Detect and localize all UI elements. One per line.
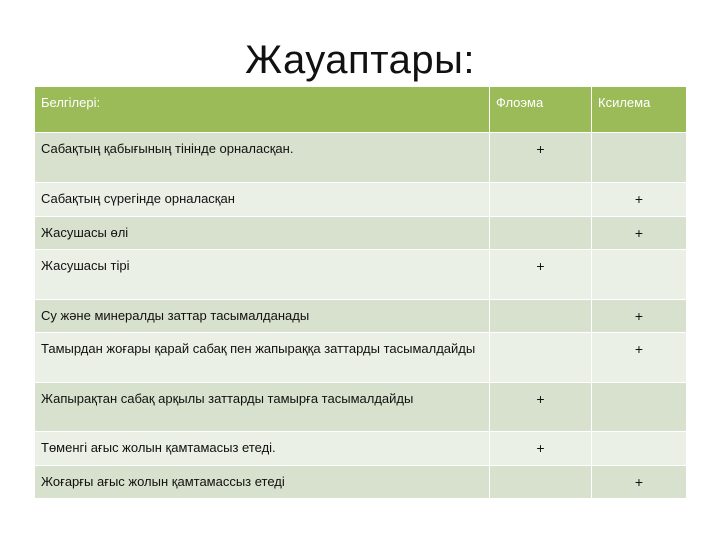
xylem-cell: + xyxy=(592,333,687,383)
xylem-cell xyxy=(592,133,687,183)
phloem-cell xyxy=(490,300,592,333)
table-row xyxy=(35,250,687,300)
feature-cell: Төменгі ағыс жолын қамтамасыз етеді. xyxy=(35,432,490,466)
answers-table xyxy=(34,86,687,499)
table-row xyxy=(35,217,687,250)
phloem-cell xyxy=(490,466,592,499)
xylem-cell xyxy=(592,432,687,466)
table-row xyxy=(35,333,687,383)
feature-cell: Су және минералды заттар тасымалданады xyxy=(35,300,490,333)
feature-cell: Жасушасы тірі xyxy=(35,250,490,300)
table-row xyxy=(35,383,687,432)
phloem-cell xyxy=(490,217,592,250)
feature-cell: Жоғарғы ағыс жолын қамтамассыз етеді xyxy=(35,466,490,499)
xylem-cell xyxy=(592,250,687,300)
phloem-cell: + xyxy=(490,250,592,300)
header-xylem: Ксилема xyxy=(592,87,687,133)
feature-cell: Сабақтың қабығының тінінде орналасқан. xyxy=(35,133,490,183)
phloem-cell: + xyxy=(490,133,592,183)
xylem-cell: + xyxy=(592,217,687,250)
table-header-row xyxy=(35,87,687,133)
xylem-cell: + xyxy=(592,183,687,217)
table-row xyxy=(35,183,687,217)
slide-title: Жауаптары: xyxy=(245,38,475,82)
header-features: Белгілері: xyxy=(35,87,490,133)
xylem-cell: + xyxy=(592,300,687,333)
xylem-cell xyxy=(592,383,687,432)
table-row xyxy=(35,466,687,499)
phloem-cell: + xyxy=(490,432,592,466)
table-row xyxy=(35,300,687,333)
phloem-cell xyxy=(490,333,592,383)
feature-cell: Тамырдан жоғары қарай сабақ пен жапыраққа заттарды тасымалдайды xyxy=(35,333,490,383)
phloem-cell xyxy=(490,183,592,217)
feature-cell: Жапырақтан сабақ арқылы заттарды тамырға тасымалдайды xyxy=(35,383,490,432)
table-row xyxy=(35,133,687,183)
xylem-cell: + xyxy=(592,466,687,499)
phloem-cell: + xyxy=(490,383,592,432)
feature-cell: Жасушасы өлі xyxy=(35,217,490,250)
table-row xyxy=(35,432,687,466)
header-phloem: Флоэма xyxy=(490,87,592,133)
feature-cell: Сабақтың сүрегінде орналасқан xyxy=(35,183,490,217)
